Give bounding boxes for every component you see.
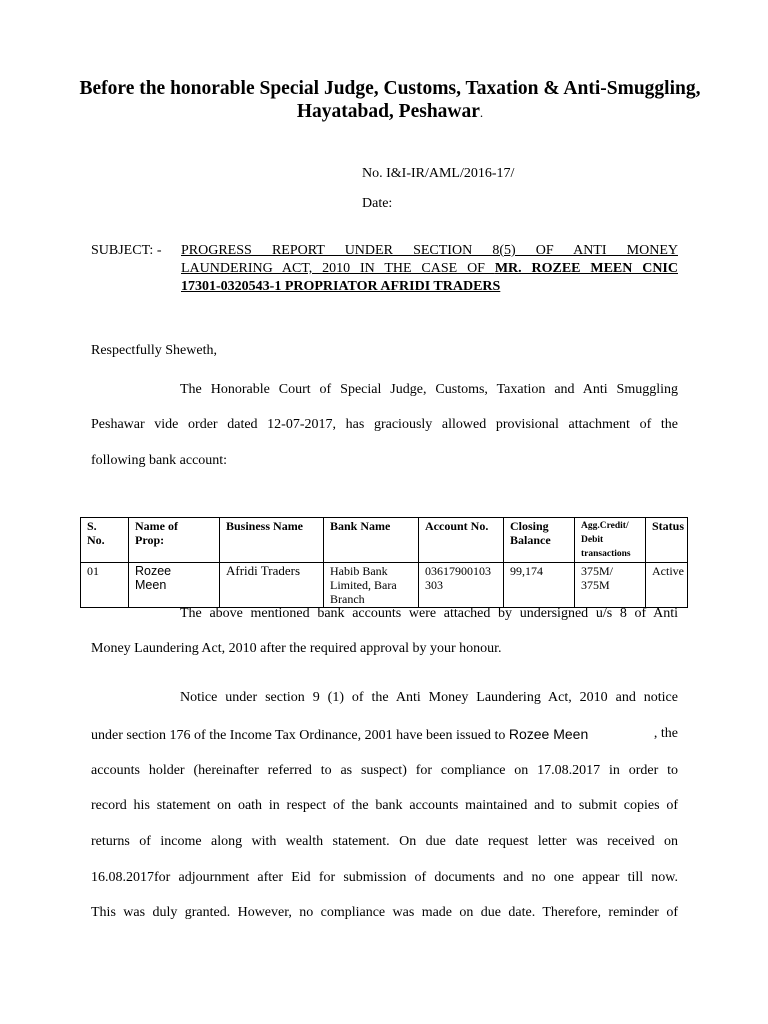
- bank-account-table: [80, 517, 688, 608]
- table-header-row: [81, 518, 688, 563]
- suspect-name-inline: Rozee Meen: [508, 726, 589, 742]
- cell-closing: 99,174: [504, 563, 575, 608]
- paragraph2-line1: The above mentioned bank accounts were attached by undersigned u/s 8 of Anti: [180, 606, 678, 621]
- col-header-bank: Bank Name: [324, 518, 419, 563]
- paragraph2-line2: Money Laundering Act, 2010 after the required approval by your honour.: [91, 641, 502, 656]
- cell-sno: 01: [81, 563, 129, 608]
- col-header-sno: S. No.: [81, 518, 129, 563]
- cell-bank: Habib Bank Limited, Bara Branch: [324, 563, 419, 608]
- col-header-account: Account No.: [419, 518, 504, 563]
- subject-line2: [181, 260, 678, 278]
- paragraph1-line3: following bank account:: [91, 453, 228, 468]
- cell-account: 03617900103 303: [419, 563, 504, 608]
- paragraph3-line6: 16.08.2017for adjournment after Eid for submission of documents and no one appear till now.: [91, 870, 678, 885]
- paragraph3-line4: record his statement on oath in respect of the bank accounts maintained and to submit copies of: [91, 798, 678, 813]
- reference-number: No. I&I-IR/AML/2016-17/: [362, 166, 515, 181]
- paragraph3-line1: Notice under section 9 (1) of the Anti Money Laundering Act, 2010 and notice: [180, 690, 678, 705]
- cell-name: Rozee Meen: [129, 563, 220, 608]
- paragraph3-line7: This was duly granted. However, no compliance was made on due date. Therefore, reminder of: [91, 905, 678, 920]
- cell-agg: 375M/ 375M: [575, 563, 646, 608]
- court-heading-line2: [60, 100, 720, 125]
- date-label: Date:: [362, 196, 393, 211]
- subject-line1: PROGRESS REPORT UNDER SECTION 8(5) OF ANTI MONEY: [181, 243, 678, 258]
- col-header-closing: Closing Balance: [504, 518, 575, 563]
- table-row: [81, 563, 688, 608]
- subject-line2-plain: LAUNDERING ACT, 2010 IN THE CASE OF: [181, 261, 495, 276]
- subject-cnic-proprietor: 17301-0320543-1 PROPRIATOR AFRIDI TRADERS: [181, 279, 501, 294]
- paragraph3-line3: accounts holder (hereinafter referred to as suspect) for compliance on 17.08.2017 in order to: [91, 763, 678, 778]
- col-header-agg: Agg.Credit/ Debit transactions: [575, 518, 646, 563]
- paragraph3-line5: returns of income along with wealth statement. On due date request letter was received on: [91, 834, 678, 849]
- subject-suspect-name: MR. ROZEE MEEN CNIC: [494, 261, 678, 276]
- salutation: Respectfully Sheweth,: [91, 343, 217, 358]
- court-heading-line1: Before the honorable Special Judge, Customs, Taxation & Anti-Smuggling,: [79, 78, 701, 99]
- col-header-status: Status: [646, 518, 688, 563]
- cell-business: Afridi Traders: [220, 563, 324, 608]
- cell-status: Active: [646, 563, 688, 608]
- court-location: Hayatabad, Peshawar: [296, 101, 480, 122]
- court-heading-suffix: .: [479, 105, 484, 120]
- paragraph3-line2: under section 176 of the Income Tax Ordinance, 2001 have been issued to Rozee Meen , the: [91, 726, 678, 743]
- col-header-name: Name of Prop:: [129, 518, 220, 563]
- paragraph1-line1: The Honorable Court of Special Judge, Customs, Taxation and Anti Smuggling: [180, 382, 678, 397]
- subject-label: SUBJECT: -: [91, 243, 162, 258]
- col-header-business: Business Name: [220, 518, 324, 563]
- subject-line3: [181, 278, 678, 296]
- paragraph1-line2: Peshawar vide order dated 12-07-2017, has graciously allowed provisional attachment of the: [91, 417, 678, 432]
- subject-text: [181, 242, 678, 296]
